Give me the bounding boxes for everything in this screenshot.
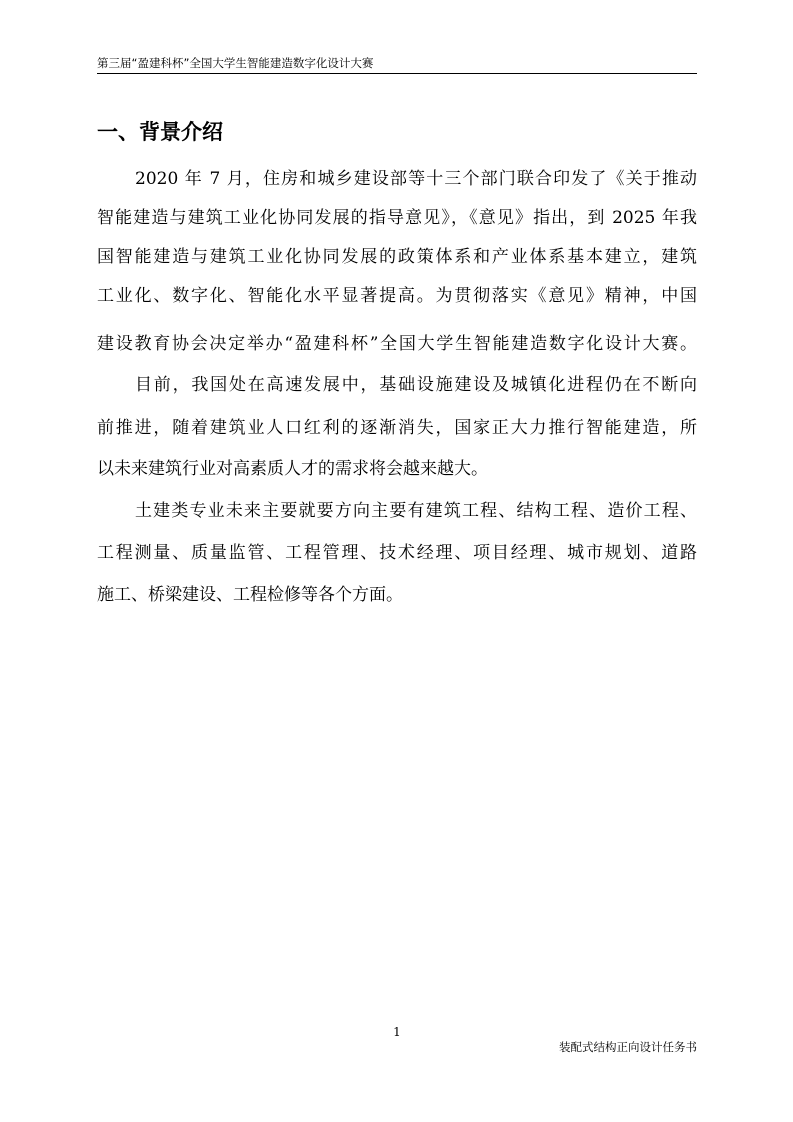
paragraph-line: 施工、桥梁建设、工程检修等各个方面。 [97,585,403,605]
paragraph-line: 工业化、数字化、智能化水平显著提高。为贯彻落实《意见》精神，中国 [97,286,697,306]
paragraph-line: 建设教育协会决定举办“盈建科杯”全国大学生智能建造数字化设计大赛。 [97,334,697,354]
paragraph-line: 目前，我国处在高速发展中，基础设施建设及城镇化进程仍在不断向 [135,375,697,395]
page-header [97,55,697,74]
paragraph-line: 以未来建筑行业对高素质人才的需求将会越来越大。 [97,459,488,479]
page-number: 1 [393,1025,401,1039]
paragraph-line: 土建类专业未来主要就要方向主要有建筑工程、结构工程、造价工程、 [135,501,697,521]
section-heading: 一、背景介绍 [97,120,223,144]
footer-document-title: 装配式结构正向设计任务书 [559,1040,697,1054]
paragraph-line: 2020 年 7 月，住房和城乡建设部等十三个部门联合印发了《关于推动 [135,169,697,189]
header-title: 第三届“盈建科杯”全国大学生智能建造数字化设计大赛 [97,56,374,70]
paragraph-line: 前推进，随着建筑业人口红利的逐渐消失，国家正大力推行智能建造，所 [97,418,697,438]
paragraph-line: 国智能建造与建筑工业化协同发展的政策体系和产业体系基本建立，建筑 [97,247,697,267]
paragraph-line: 智能建造与建筑工业化协同发展的指导意见》，《意见》指出，到 2025 年我 [97,208,697,228]
paragraph-line: 工程测量、质量监管、工程管理、技术经理、项目经理、城市规划、道路 [97,543,697,563]
